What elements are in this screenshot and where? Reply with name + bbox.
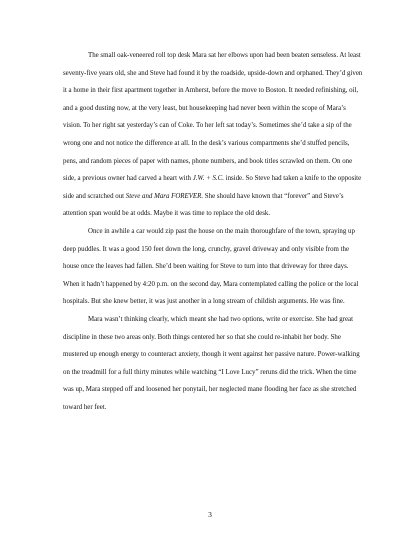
body-text bbox=[63, 47, 363, 416]
paragraph-3 bbox=[63, 311, 363, 417]
paragraph-2 bbox=[63, 223, 363, 311]
carved-names: Steve and Mara FOREVER. bbox=[125, 192, 204, 200]
text-segment: inside. So Steve had taken a knife to the opposite side and scratched out bbox=[63, 175, 362, 200]
carved-initials: J.W. + S.C. bbox=[192, 175, 224, 183]
paragraph-1 bbox=[63, 47, 363, 223]
page-number: 3 bbox=[208, 510, 212, 519]
text-segment: She should have known that “forever” and Steve’s attention span would be at odds. Maybe it was time to replace the old desk. bbox=[63, 192, 344, 218]
text-segment: Once in awhile a car would zip past the house on the main thoroughfare of the town, spraying up deep puddles. It was a good 150 feet down the long, crunchy, gravel driveway and only visible from the house once the leaves had fallen. She’d been waiting for Steve to turn into that driveway for three days. When it hadn’t happened by 4:20 p.m. on the second day, Mara contemplated calling the police or the local hospitals. But she knew better, it was just another in a long stream of childish arguments. He was fine. bbox=[63, 227, 359, 306]
text-segment: The small oak-veneered roll top desk Mara sat her elbows upon had been beaten senseless. At least seventy-five years old, she and Steve had found it by the roadside, upside-down and orphaned. They’d given it a home in their first apartment together in Amherst, before the move to Boston. It needed refinishing, oil, and a good dusting now, at the very least, but housekeeping had never been within the scope of Mara’s vision. To her right sat yesterday’s can of Coke. To her left sat today’s. Sometimes she’d take a sip of the wrong one and not notice the difference at all. In the desk’s various compartments she’d stuffed pencils, pens, and random pieces of paper with names, phone numbers, and book titles scrawled on them. On one side, a previous owner had carved a heart with bbox=[63, 52, 363, 183]
text-segment: Mara wasn’t thinking clearly, which meant she had two options, write or exercise. She had great discipline in these two areas only. Both things centered her so that she could re-inhabit her body. She mustered up enough energy to counteract anxiety, though it went against her passive nature. Power-walking on the treadmill for a full thirty minutes while watching “I Love Lucy” reruns did the trick. When the time was up, Mara stepped off and loosened her ponytail, her neglected mane flooding her face as she stretched toward her feet. bbox=[63, 315, 360, 411]
